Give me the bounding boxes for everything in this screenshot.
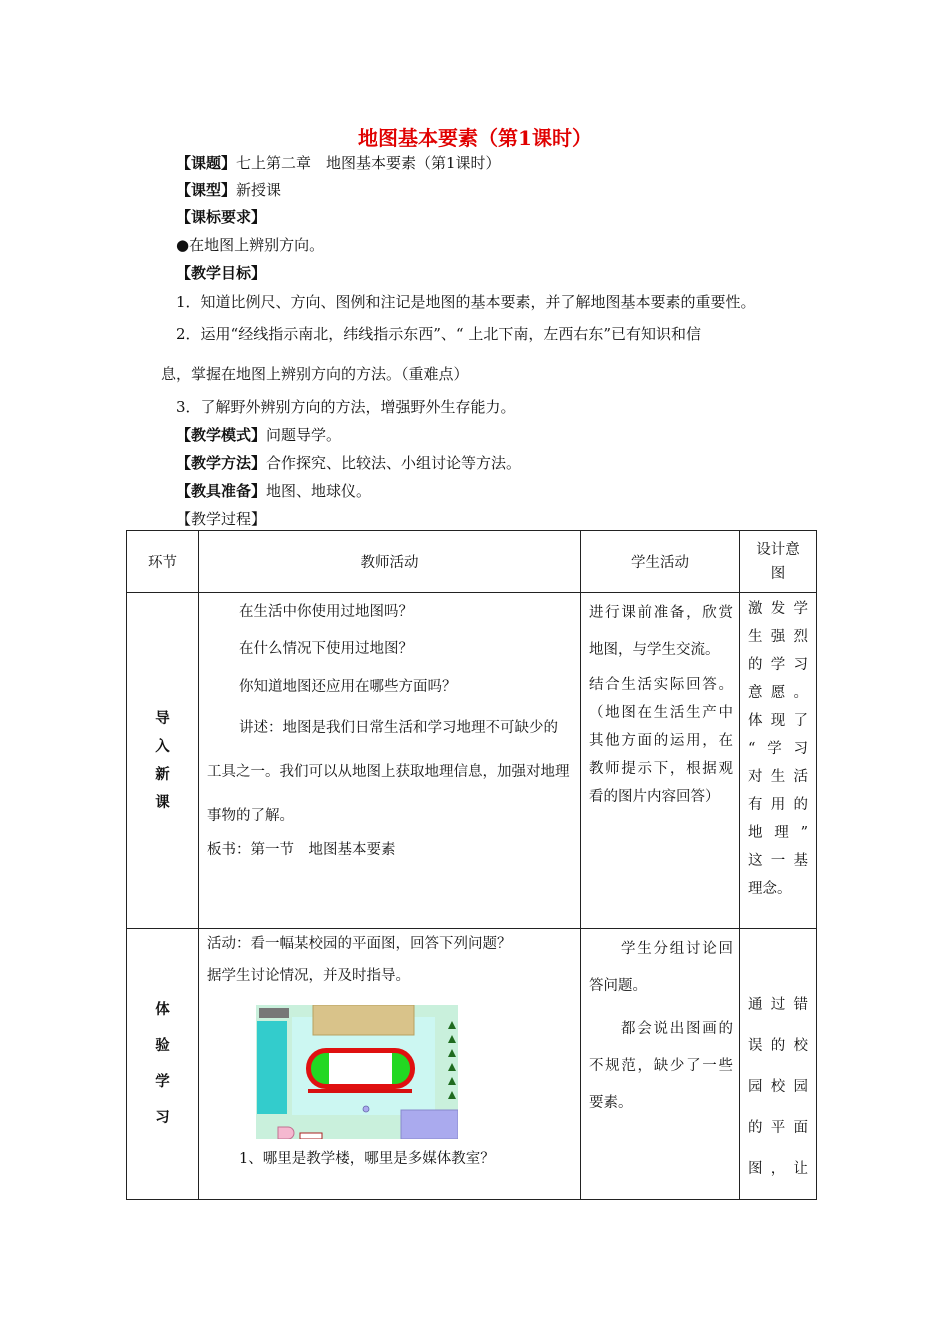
- south-gate: [300, 1133, 322, 1139]
- design-line: 理念。: [748, 881, 792, 897]
- section-char: 导: [155, 709, 170, 727]
- north-building: [313, 1005, 414, 1035]
- student-activity-cell: [581, 593, 740, 929]
- design-line: 图，让: [748, 1161, 808, 1177]
- course-topic-line: [176, 152, 501, 173]
- section-char: 验: [155, 1037, 170, 1054]
- course-type-line: [176, 179, 281, 200]
- teacher-activity-cell: [199, 929, 581, 1200]
- small-fountain: [363, 1106, 369, 1112]
- design-line: 通过错: [748, 997, 808, 1013]
- section-char: 入: [155, 737, 170, 755]
- design-line: 有用的: [748, 797, 808, 813]
- teaching-method-label: 【教学方法】: [176, 454, 267, 472]
- section-char: 习: [155, 1109, 170, 1126]
- course-topic-label: 【课题】: [176, 154, 237, 172]
- design-line: 体现了: [748, 713, 808, 729]
- track-infield: [329, 1053, 392, 1084]
- teaching-aids-line: [176, 480, 371, 501]
- section-experience: [127, 929, 199, 1200]
- teaching-mode-line: [176, 424, 341, 445]
- student-activity-cell: [581, 929, 740, 1200]
- campus-map: [256, 1005, 458, 1139]
- design-line: 误的校: [748, 1038, 808, 1054]
- teacher-narration: 讲述：地图是我们日常生活和学习地理不可缺少的工具之一。我们可以从地图上获取地理信息，加强对地理事物的了解。: [207, 720, 570, 824]
- design-line: 园校园: [748, 1079, 808, 1095]
- design-line: 的平面: [748, 1120, 808, 1136]
- design-intent-cell: [740, 593, 817, 929]
- section-char: 新: [155, 765, 170, 783]
- gate-building: [259, 1008, 289, 1018]
- teaching-process-label: 【教学过程】: [176, 510, 267, 528]
- student-activity-2: 结合生活实际回答。（地图在生活生产中其他方面的运用，在教师提示下，根据观看的图片内容回答）: [589, 677, 733, 805]
- header-teacher-activity: 教师活动: [199, 531, 581, 593]
- table-row: [127, 593, 817, 929]
- design-line: “学习: [748, 741, 808, 757]
- goal-2: 2．运用“经线指示南北，纬线指示东西”、“ 上北下南，左西右东”已有知识和信: [176, 325, 701, 343]
- design-line: 生强烈: [748, 629, 808, 645]
- teaching-aids-value: 地图、地球仪。: [266, 482, 372, 500]
- table-header-row: [127, 531, 817, 593]
- document-title: 地图基本要素（第1课时）: [358, 126, 592, 150]
- teaching-mode-value: 问题导学。: [266, 426, 342, 444]
- design-intent-cell: [740, 929, 817, 1200]
- design-line: 意愿。: [748, 685, 808, 701]
- header-stage: 环节: [127, 531, 199, 593]
- course-type-label: 【课型】: [176, 181, 237, 199]
- goal-1: 1．知道比例尺、方向、图例和注记是地图的基本要素，并了解地图基本要素的重要性。: [176, 293, 756, 311]
- activity-prompt: 活动：看一幅某校园的平面图，回答下列问题？: [207, 936, 512, 952]
- teacher-question-3: 你知道地图还应用在哪些方面吗？: [239, 679, 457, 695]
- student-activity-1: 进行课前准备，欣赏地图，与学生交流。: [589, 605, 733, 658]
- long-building: [257, 1021, 287, 1114]
- track-straight: [308, 1089, 412, 1093]
- teacher-question-1: 在生活中你使用过地图吗？: [239, 604, 413, 620]
- goal-2-continued: 息，掌握在地图上辨别方向的方法。（重难点）: [161, 365, 469, 383]
- course-topic-value: 七上第二章 地图基本要素（第1课时）: [236, 154, 501, 172]
- table-row: [127, 929, 817, 1200]
- header-design-intent: 设计意图: [740, 531, 817, 593]
- teaching-method-value: 合作探究、比较法、小组讨论等方法。: [266, 454, 522, 472]
- section-char: 体: [155, 1001, 170, 1018]
- teaching-mode-label: 【教学模式】: [176, 426, 267, 444]
- design-line: 对生活: [748, 769, 808, 785]
- curriculum-standard-line: [176, 206, 266, 227]
- design-line: 激发学: [748, 601, 808, 617]
- southeast-building: [401, 1110, 458, 1139]
- goal-3: 3．了解野外辨别方向的方法，增强野外生存能力。: [176, 398, 516, 416]
- curriculum-standard-label: 【课标要求】: [176, 208, 267, 226]
- design-line: 地理”: [748, 825, 808, 841]
- campus-plan-image: [256, 1005, 458, 1139]
- curriculum-standard-item: ●在地图上辨别方向。: [176, 236, 325, 254]
- teaching-method-line: [176, 452, 521, 473]
- teacher-activity-cell: [199, 593, 581, 929]
- student-activity-2: 都会说出图画的不规范，缺少了一些要素。: [589, 1021, 733, 1111]
- section-char: 学: [155, 1073, 170, 1090]
- teaching-goals-label: 【教学目标】: [176, 264, 267, 282]
- student-activity-1: 学生分组讨论回答问题。: [589, 941, 733, 994]
- teaching-aids-label: 【教具准备】: [176, 482, 267, 500]
- course-type-value: 新授课: [236, 181, 282, 199]
- question-1: 1、哪里是教学楼，哪里是多媒体教室？: [239, 1151, 495, 1167]
- teacher-question-2: 在什么情况下使用过地图？: [239, 641, 413, 657]
- lesson-process-table: [126, 530, 817, 1200]
- blackboard-note: 板书：第一节 地图基本要素: [207, 842, 396, 858]
- section-char: 课: [155, 793, 170, 811]
- design-line: 这一基: [748, 853, 808, 869]
- design-line: 的学习: [748, 657, 808, 673]
- teacher-guidance: 据学生讨论情况，并及时指导。: [207, 968, 410, 984]
- section-intro: [127, 593, 199, 929]
- header-student-activity: 学生活动: [581, 531, 740, 593]
- south-pavilion: [278, 1127, 294, 1139]
